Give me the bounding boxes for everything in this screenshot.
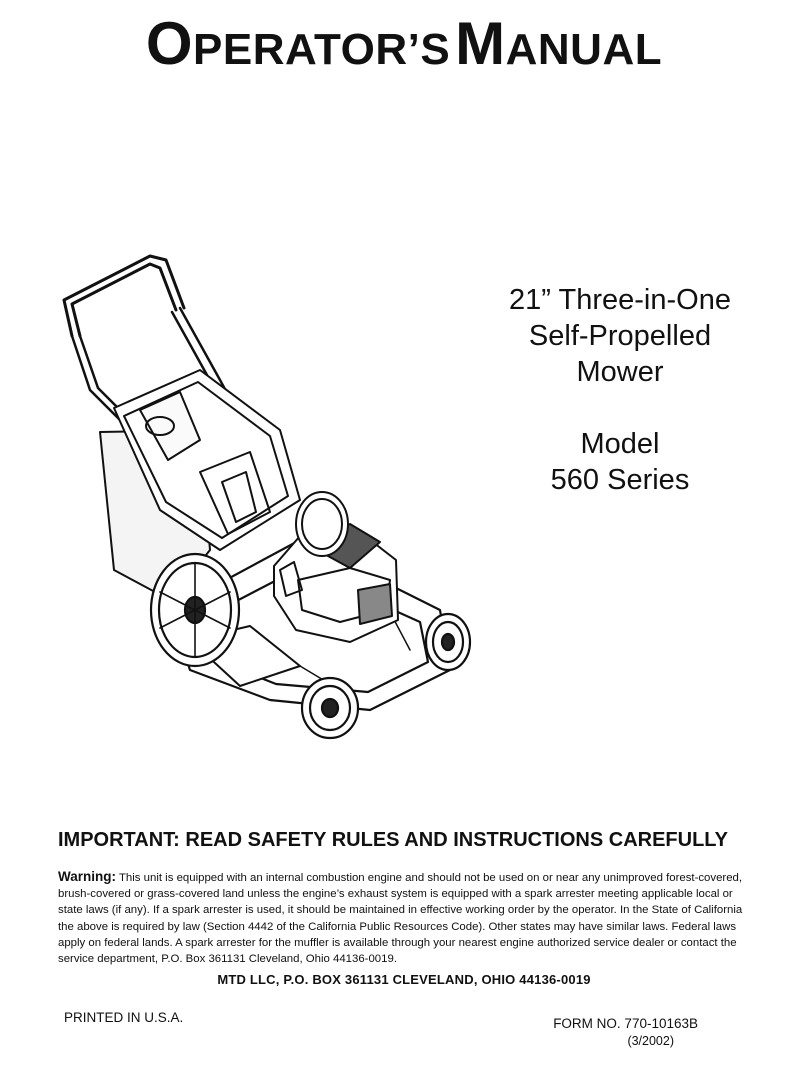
form-number: FORM NO. 770-10163B <box>553 1016 698 1031</box>
title-initial-o: O <box>145 10 194 77</box>
product-line-2: Self-Propelled <box>528 320 712 352</box>
title-initial-m: M <box>455 10 506 77</box>
printed-in: PRINTED IN U.S.A. <box>64 1010 184 1025</box>
rear-wheel-right <box>296 492 348 556</box>
important-heading: IMPORTANT: READ SAFETY RULES AND INSTRUCTIONS CAREFULLY <box>58 829 729 851</box>
model-series: 560 Series <box>550 464 690 496</box>
company-address: MTD LLC, P.O. BOX 361131 CLEVELAND, OHIO 44136-0019 <box>217 972 591 987</box>
mower-handle <box>64 256 184 336</box>
product-description <box>470 282 770 498</box>
title-word-operators: PERATOR’S <box>193 25 451 74</box>
product-line-1: 21” Three-in-One <box>509 284 731 316</box>
manual-title <box>0 10 808 77</box>
rear-wheel-left <box>151 554 239 666</box>
front-wheel-left <box>302 678 358 738</box>
warning-text: This unit is equipped with an internal combustion engine and should not be used on or near any unimproved forest-covered, brush-covered or grass-covered land unless the engine’s exhaust system is equipped with a spark arrester meeting applicable local or state laws (if any). If a spark arrester is used, it should be maintained in effective working order by the operator. In the State of California the above is required by law (Section 4442 of the California Public Resources Code). Other states may have similar laws. Federal laws apply on federal lands. A spark arrester for the muffler is available through your nearest engine authorized service dealer or contact the service department, P.O. Box 361131 Cleveland, Ohio 44136-0019. <box>58 872 743 966</box>
spacer <box>470 390 770 426</box>
warning-paragraph <box>58 869 748 967</box>
model-label: Model <box>580 428 660 460</box>
lawn-mower-illustration <box>50 250 480 750</box>
form-date: (3/2002) <box>627 1034 674 1048</box>
product-line-3: Mower <box>576 356 664 388</box>
warning-label: Warning: <box>58 869 116 884</box>
title-word-manual: ANUAL <box>505 25 663 74</box>
front-wheel-right <box>426 614 470 670</box>
